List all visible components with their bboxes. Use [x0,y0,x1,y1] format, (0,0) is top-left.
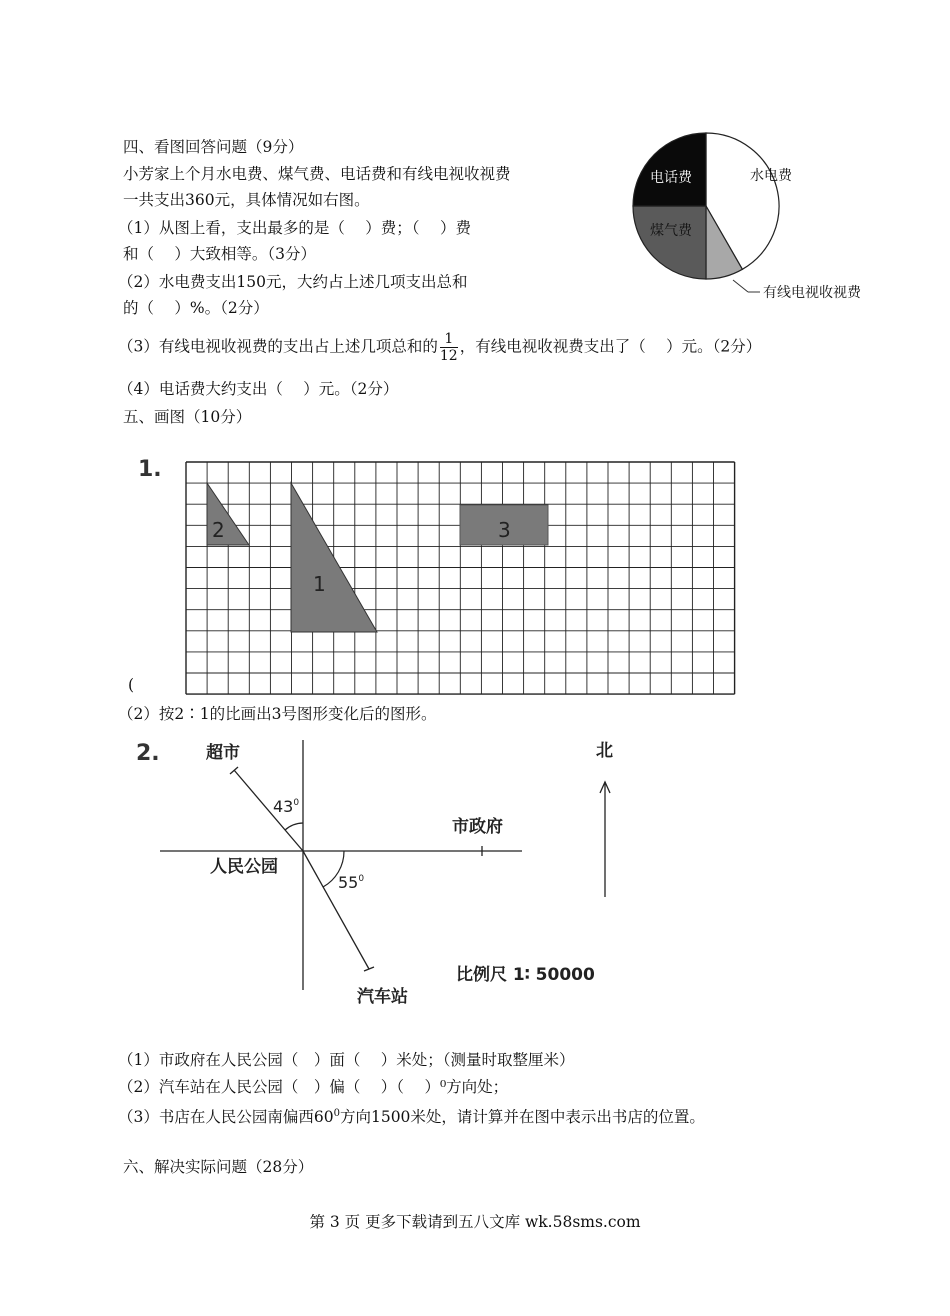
section4-q1-line1: （1）从图上看，支出最多的是（ ）费；（ ）费 [118,219,471,237]
expense-pie-chart [620,125,910,315]
figure2-label: 2. [136,741,160,766]
callout-line [733,280,748,292]
map-q3-after: 方向1500米处，请计算并在图中表示出书店的位置。 [339,1108,705,1127]
shape-3-label: 3 [498,518,511,542]
shape-1-label: 1 [313,572,326,596]
slice-label-water-electric: 水电费 [750,168,792,184]
map-q3-before: （3）书店在人民公园南偏西60 [118,1108,334,1127]
supermarket-label: 超市 [206,743,240,763]
north-label: 北 [596,741,613,761]
section5-map-q3 [118,1103,705,1128]
section4-heading: 四、看图回答问题（9分） [123,138,304,156]
pie-slice-gas [633,206,706,279]
map-q3-degree: 0 [333,1108,340,1119]
pie-slices [633,133,779,279]
section4-q3 [118,331,761,364]
slice-label-cable: 有线电视收视费 [763,285,861,301]
slice-label-phone: 电话费 [650,170,692,186]
section4-intro-line1: 小芳家上个月水电费、煤气费、电话费和有线电视收视费 [123,165,511,183]
section4-q4: （4）电话费大约支出（ ）元。（2分） [118,380,399,398]
slice-label-gas: 煤气费 [650,223,692,239]
section6-heading: 六、解决实际问题（28分） [123,1158,314,1176]
direction-map [130,730,650,1015]
ray-to-bus-station [303,851,369,969]
grid-lines [186,462,735,694]
section4-q3-after: ，有线电视收视费支出了（ ）元。（2分） [459,337,762,356]
section4-q1-line2: 和（ ）大致相等。（3分） [123,245,317,263]
fraction-numerator: 1 [440,331,458,348]
north-arrow [590,735,630,900]
section5-heading: 五、画图（10分） [123,408,252,426]
section5-map-q2: （2）汽车站在人民公园（ ）偏（ ）（ ）⁰方向处； [118,1078,509,1096]
section5-map-q1: （1）市政府在人民公园（ ）面（ ）米处；（测量时取整厘米） [118,1051,575,1069]
fraction-one-twelfth [440,331,458,364]
bus-station-tick [364,967,374,971]
figure1-label: 1. [138,457,162,482]
section5-item2: （2）按2∶1的比画出3号图形变化后的图形。 [118,705,437,723]
paren-stub: ( [128,676,135,694]
angle-arc-43 [285,823,303,830]
section4-intro-line2: 一共支出360元，具体情况如右图。 [123,191,370,209]
park-label: 人民公园 [210,857,278,877]
section4-q2-line1: （2）水电费支出150元，大约占上述几项支出总和 [118,273,468,291]
section4-q2-line2: 的（ ）%。（2分） [123,299,269,317]
angle-43-label: $43^0$ [273,797,300,816]
bus-station-label: 汽车站 [357,987,408,1007]
angle-55-label: $55^0$ [338,873,365,892]
grid-figure [130,448,750,708]
section4-q3-before: （3）有线电视收视费的支出占上述几项总和的 [118,337,438,356]
scale-label: 比例尺 1∶ 50000 [456,965,595,985]
page-footer: 第 3 页 更多下载请到五八文库 wk.58sms.com [309,1213,641,1231]
city-hall-label: 市政府 [452,817,503,837]
shape-2-label: 2 [212,518,225,542]
fraction-denominator: 12 [439,348,458,364]
